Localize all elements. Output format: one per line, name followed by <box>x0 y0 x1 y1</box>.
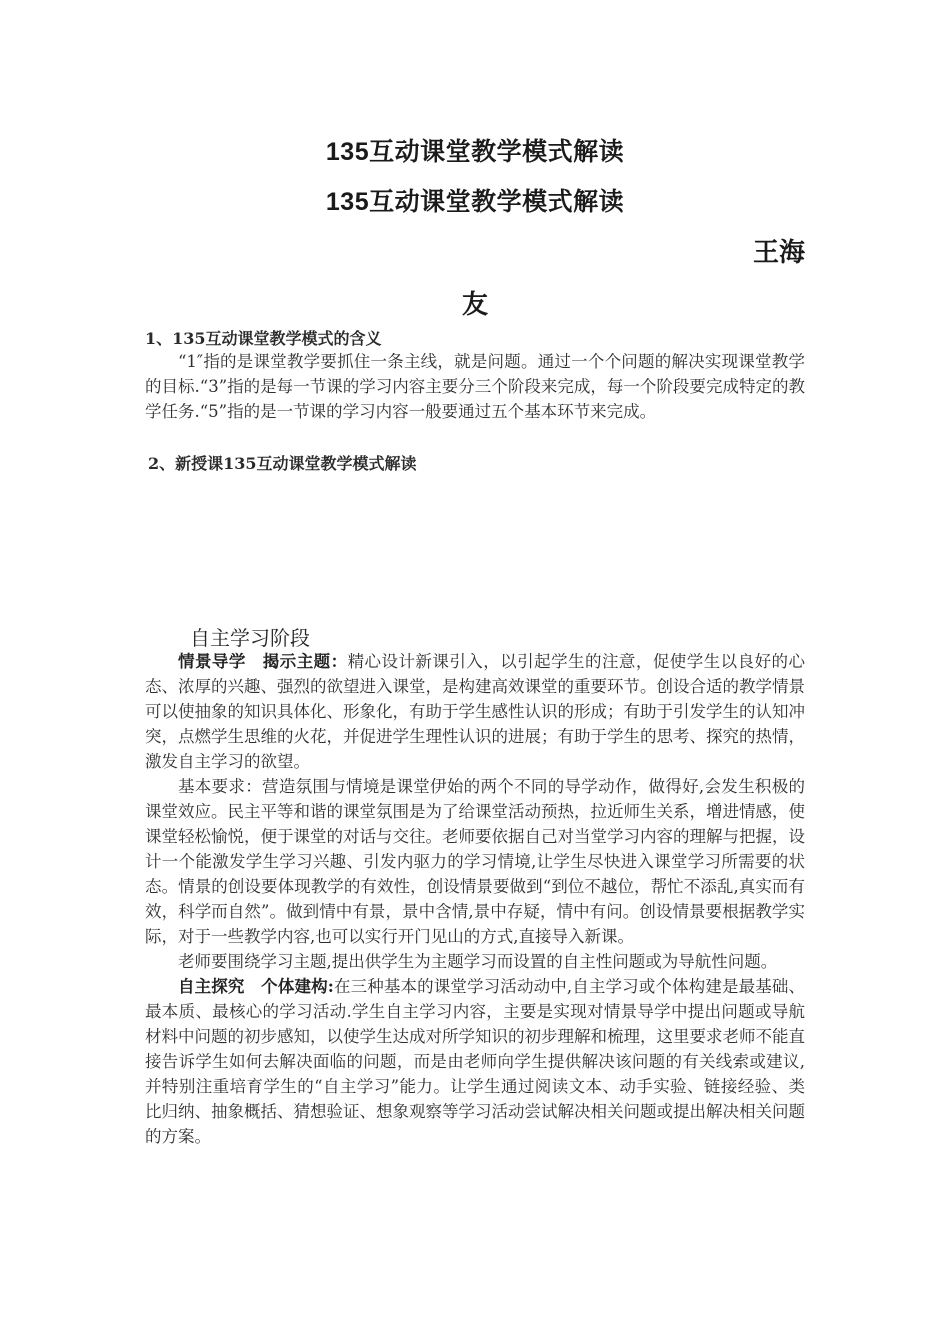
paragraph-teacher: 老师要围绕学习主题,提出供学生为主题学习而设置的自主性问题或为导航性问题。 <box>178 952 778 971</box>
paragraph-body: 在三种基本的课堂学习活动动中,自主学习或个体构建是最基础、最本质、最核心的学习活动.学生自主学习内容，主要是实现对情景导学中提出问题或导航材料中问题的初步感知，以使学生达成对所学知识的初步理解和梳理，这里要求老师不能直接告诉学生如何去解决面临的问题，而是由老师向学生提供解决该问题的有关线索或建议,并特别注重培育学生的“自主学习”能力。让学生通过阅读文本、动手实验、链接经验、类比归纳、抽象概括、猜想验证、想象观察等学习活动尝试解决相关问题或提出解决相关问题的方案。 <box>145 977 805 1146</box>
paragraph-body: 精心设计新课引入，以引起学生的注意，促使学生以良好的心态、浓厚的兴趣、强烈的欲望进入课堂，是构建高效课堂的重要环节。创设合适的教学情景可以使抽象的知识具体化、形象化，有助于学生感性认识的形成；有助于引发学生的认知冲突，点燃学生思维的火花，并促进学生理性认识的进展；有助于学生的思考、探究的热情，激发自主学习的欲望。 <box>145 652 806 771</box>
author-name-part2: 友 <box>461 290 488 320</box>
body-text-block <box>145 649 805 1149</box>
paragraph-meaning <box>145 349 805 424</box>
section-heading-2: 2、新授课135互动课堂教学模式解读 <box>148 454 417 473</box>
paragraph-autonomous <box>145 974 805 1149</box>
document-title: 135互动课堂教学模式解读 <box>325 138 625 166</box>
paragraph-text: “1″指的是课堂教学要抓住一条主线，就是问题。通过一个个问题的解决实现课堂教学的目标.“3”指的是每一节课的学习内容主要分三个阶段来完成，每一个阶段要完成特定的教学任务.“5”指的是一节课的学习内容一般要通过五个基本环节来完成。 <box>145 352 805 421</box>
stage-title: 自主学习阶段 <box>190 626 310 650</box>
section-heading-1: 1、135互动课堂教学模式的含义 <box>145 329 382 348</box>
paragraph-lead: 情景导学 揭示主题： <box>178 652 348 671</box>
author-name-part1: 王海 <box>752 238 805 268</box>
paragraph-lead: 自主探究 个体建构: <box>178 977 334 996</box>
paragraph-requirements: 基本要求：营造氛围与情境是课堂伊始的两个不同的导学动作，做得好,会发生积极的课堂效应。民主平等和谐的课堂氛围是为了给课堂活动预热，拉近师生关系，增进情感，使课堂轻松愉悦，便于课堂的对话与交往。老师要依据自己对当堂学习内容的理解与把握，设计一个能激发学生学习兴趣、引发内驱力的学习情境,让学生尽快进入课堂学习所需要的状态。情景的创设要体现教学的有效性，创设情景要做到“到位不越位，帮忙不添乱,真实而有效，科学而自然”。做到情中有景，景中含情,景中存疑，情中有问。创设情景要根据教学实际，对于一些教学内容,也可以实行开门见山的方式,直接导入新课。 <box>145 777 805 946</box>
document-subtitle: 135互动课堂教学模式解读 <box>325 188 625 216</box>
paragraph-situational <box>145 649 805 774</box>
